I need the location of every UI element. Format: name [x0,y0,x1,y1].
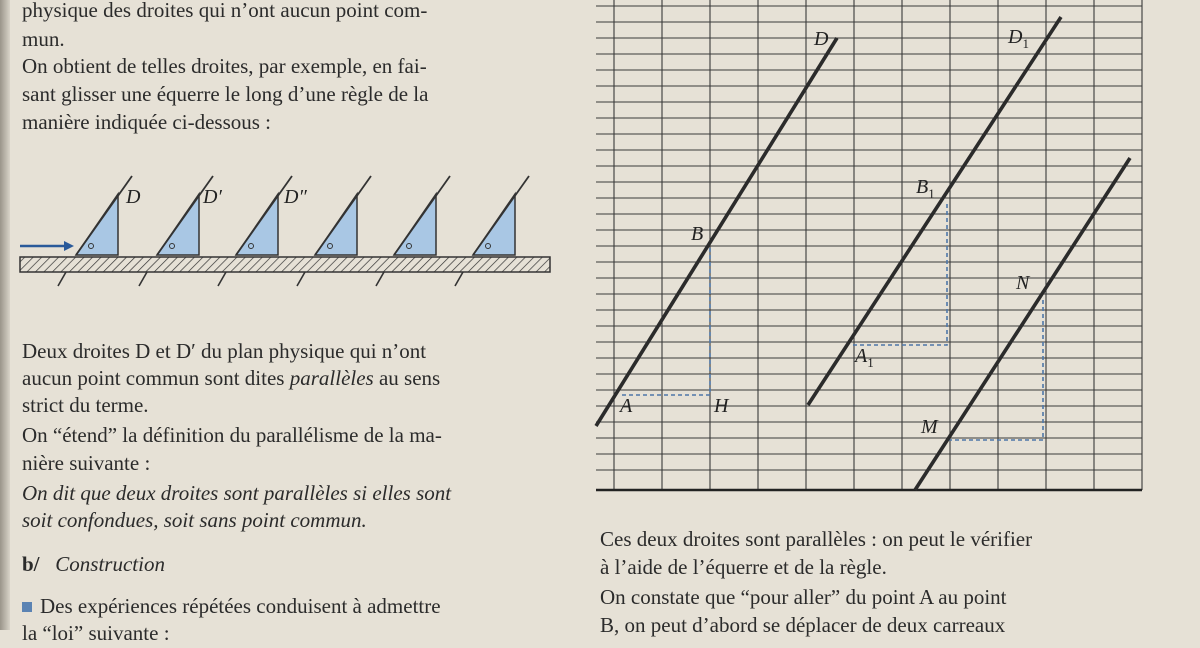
point-B1: $B_1$ [916,176,935,201]
point-A1: $A_1$ [855,345,874,370]
intro-line-2: mun. [22,27,65,51]
example-line-2: sant glisser une équerre le long d’une règle de la [22,82,429,106]
italic-definition-line-1: On dit que deux droites sont parallèles si elles sont [22,481,452,505]
label-line-D: D [814,28,829,50]
point-A: A [620,395,633,417]
definition-line-3: strict du terme. [22,393,149,417]
point-N: N [1016,272,1030,294]
dashed-construction-lines [622,201,1043,440]
section-title: Construction [55,552,165,576]
grid-horizontal-lines [596,6,1142,470]
caption-line-2: à l’aide de l’équerre et de la règle. [600,555,887,579]
point-M: M [921,416,938,438]
example-line-3: manière indiquée ci-dessous : [22,110,272,134]
set-square-4 [315,176,371,255]
grid-vertical-lines [614,0,1142,490]
section-marker: b/ [22,552,40,576]
point-B: B [691,223,704,245]
caption-line-3: On constate que “pour aller” du point A au point [600,585,1007,609]
label-D-double-prime: D″ [284,186,307,208]
ruler [20,257,550,272]
definition-line-1: Deux droites D et D′ du plan physique qui n’ont [22,339,427,363]
example-line-1: On obtient de telles droites, par exemple, en fai- [22,54,427,78]
bullet-square-icon [22,602,32,612]
label-D-prime: D′ [203,186,222,208]
line-extensions-below-ruler [58,272,463,286]
law-line-1: Des expériences répétées conduisent à admettre [22,592,441,621]
extension-line-1: On “étend” la définition du parallélisme de la ma- [22,423,442,447]
intro-line-1: physique des droites qui n’ont aucun point com- [22,0,428,22]
section-heading [22,550,165,579]
page-spine-shadow [0,0,10,630]
set-square-6 [473,176,529,255]
parallel-lines-grid-figure [590,0,1150,500]
line-D1 [808,17,1061,405]
italic-definition-line-2: soit confondues, soit sans point commun. [22,508,367,532]
definition-line-2: aucun point commun sont dites parallèles au sens [22,366,441,390]
law-line-2: la “loi” suivante : [22,621,170,645]
set-square-1 [76,176,132,255]
dashed-path-A-H-B [622,247,710,395]
set-square-5 [394,176,450,255]
label-line-D1: $D_1$ [1008,26,1029,51]
set-square-sliding-diagram [18,170,558,300]
caption-line-1: Ces deux droites sont parallèles : on peut le vérifier [600,527,1033,551]
point-H: H [714,395,729,417]
line-D [596,38,837,426]
caption-line-4: B, on peut d’abord se déplacer de deux carreaux [600,613,1006,637]
direction-arrow-head [64,241,74,251]
dashed-path-A1-B1 [853,201,947,345]
parallel-term: parallèles [289,366,374,390]
label-D: D [126,186,141,208]
extension-line-2: nière suivante : [22,451,151,475]
